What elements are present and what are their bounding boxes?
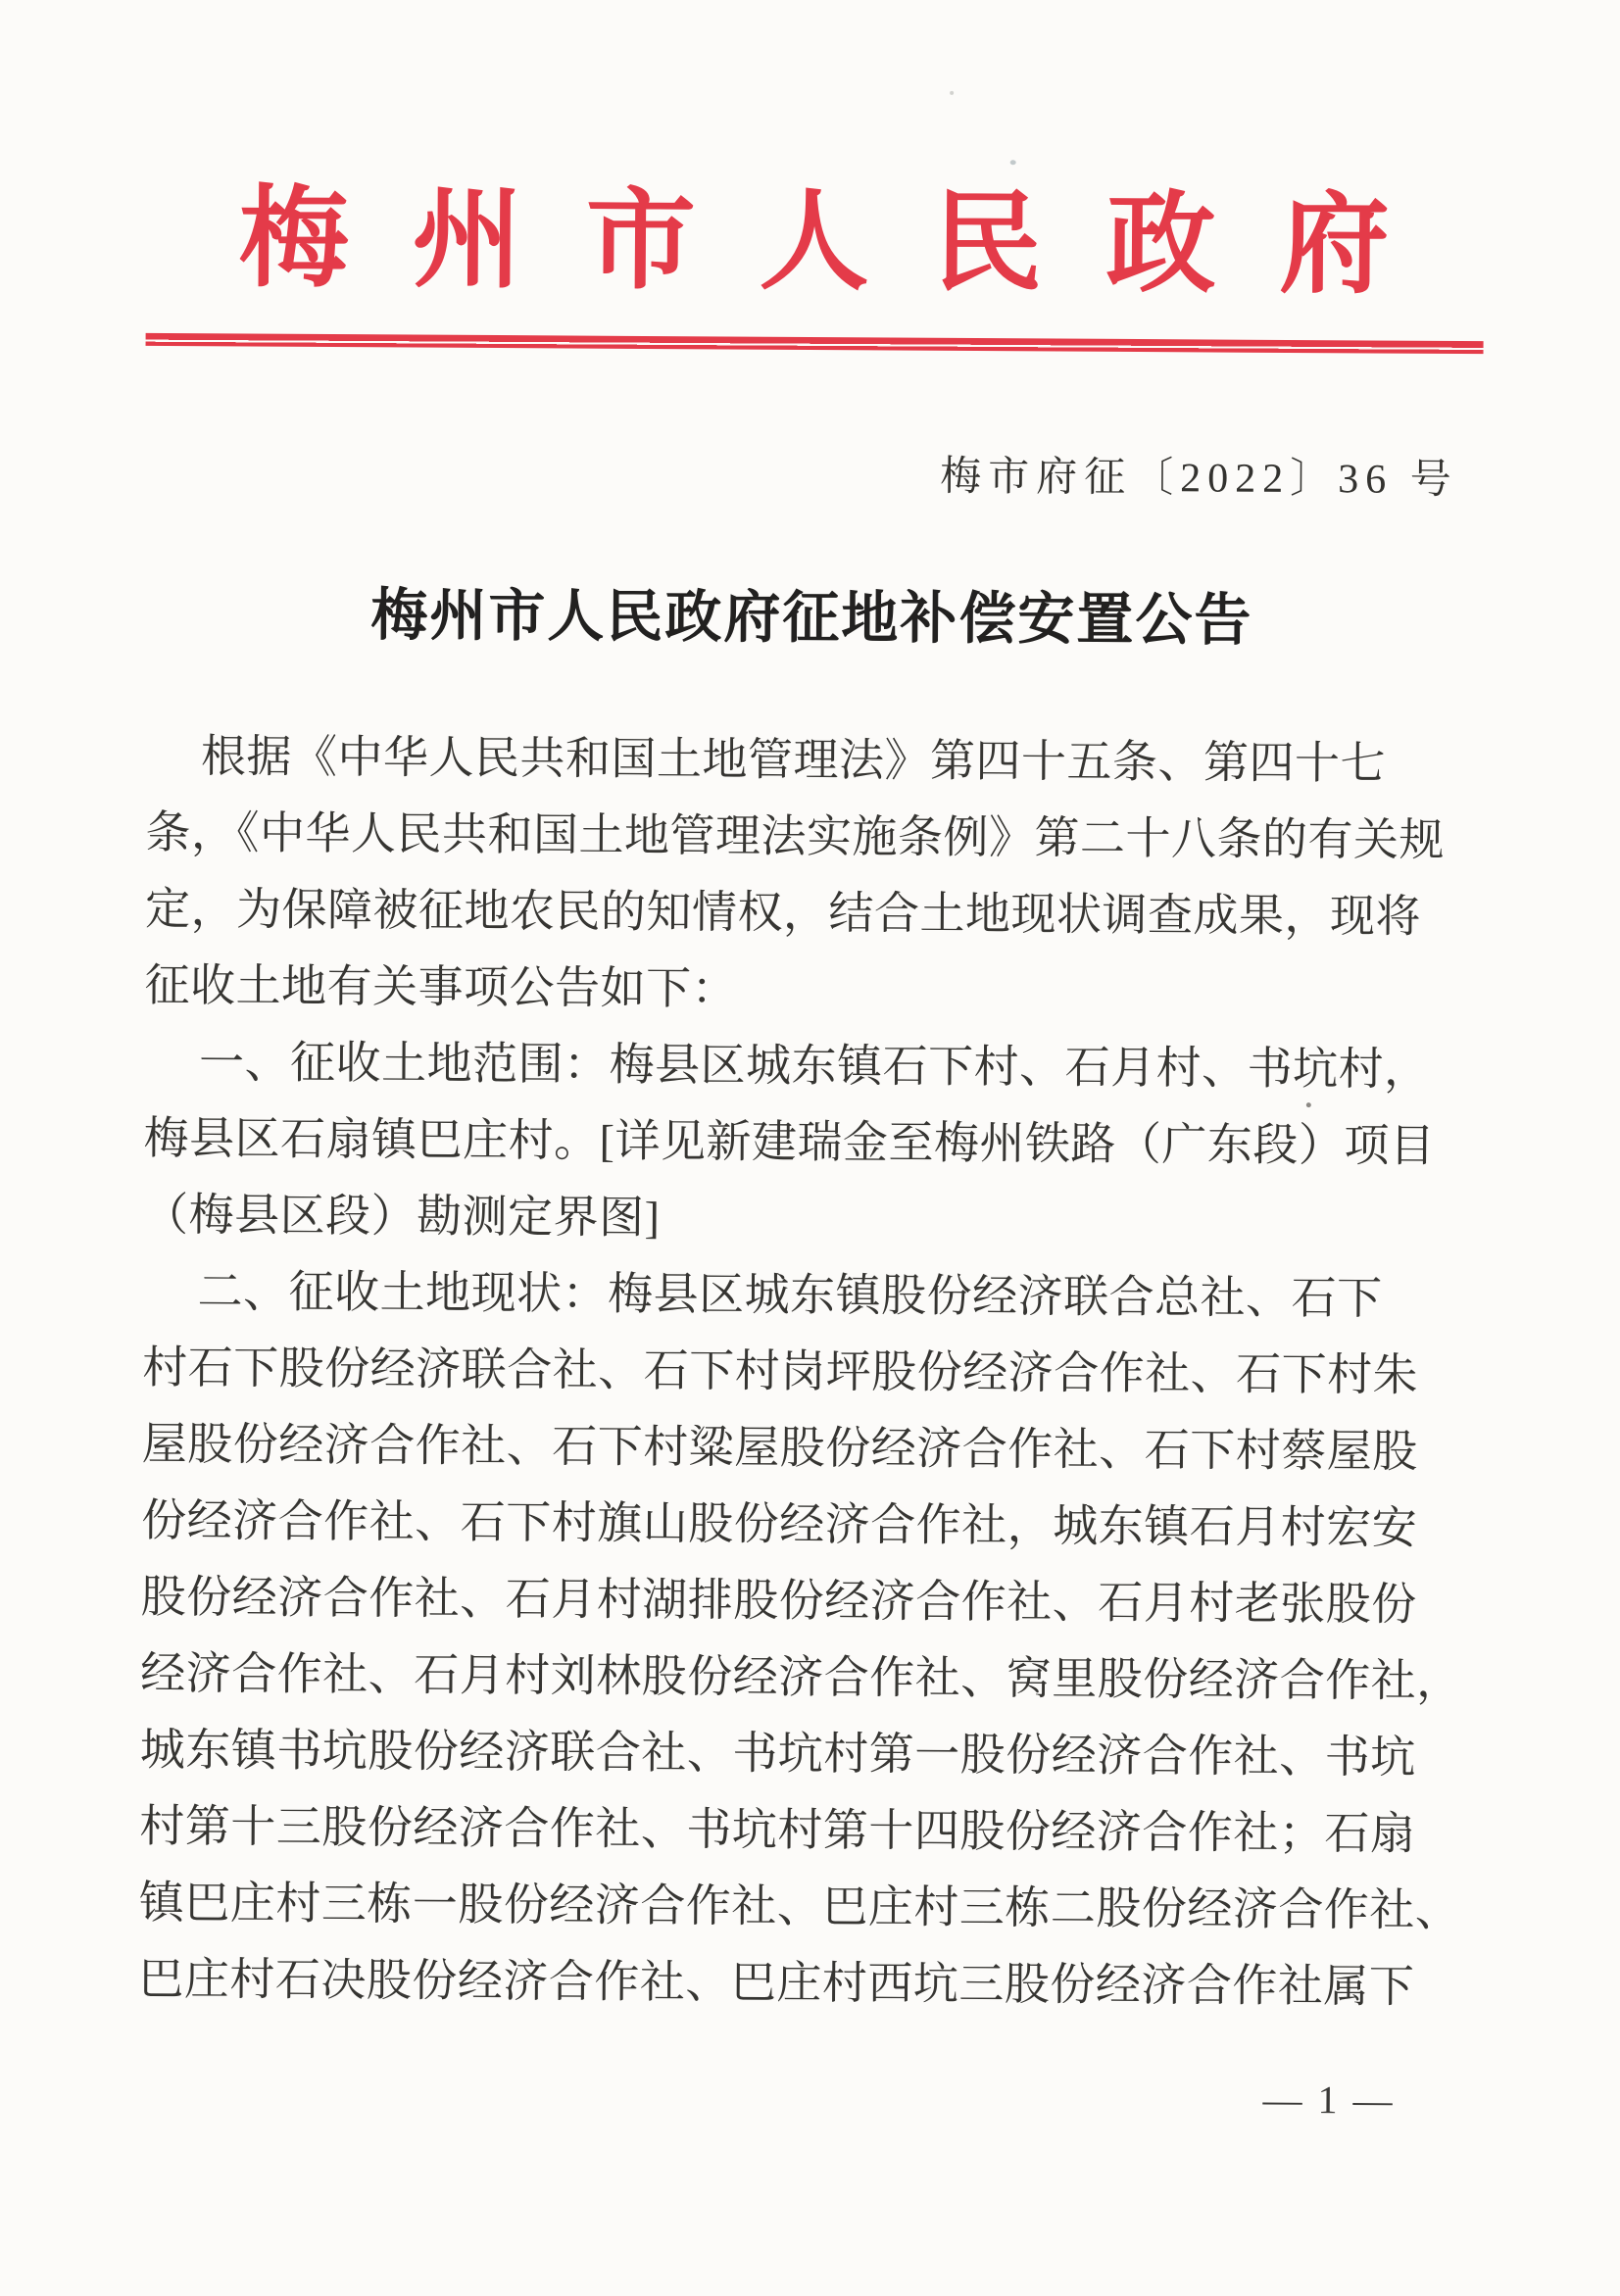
body-line: 份经济合作社、石下村旗山股份经济合作社，城东镇石月村宏安 [141,1494,1418,1553]
body-line: 定，为保障被征地农民的知情权，结合土地现状调查成果，现将 [144,883,1422,942]
government-letterhead-title [4,170,1620,317]
body-line: 梅县区石扇镇巴庄村。[详见新建瑞金至梅州铁路（广东段）项目 [143,1112,1436,1171]
body-line: 根据《中华人民共和国土地管理法》第四十五条、第四十七 [200,731,1387,789]
body-line: 巴庄村石决股份经济合作社、巴庄村西坑三股份经济合作社属下 [138,1953,1415,2012]
body-line: 条，《中华人民共和国土地管理法实施条例》第二十八条的有关规 [145,806,1446,865]
letterhead-divider-line [146,333,1484,354]
body-line: 村第十三股份经济合作社、书坑村第十四股份经济合作社；石扇 [139,1800,1416,1859]
document-reference-number: 梅市府征〔2022〕36 号 [940,454,1458,504]
scan-speckle [1306,1102,1311,1107]
body-line: 一、征收土地范围：梅县区城东镇石下村、石月村、书坑村， [198,1037,1430,1095]
body-line: 二、征收土地现状：梅县区城东镇股份经济联合总社、石下 [197,1266,1383,1324]
body-line: 征收土地有关事项公告如下： [144,959,738,1014]
document-body [138,718,1489,2026]
scan-speckle [950,91,954,95]
body-line: 镇巴庄村三栋一股份经济合作社、巴庄村三栋二股份经济合作社、 [138,1877,1461,1936]
body-line: 股份经济合作社、石月村湖排股份经济合作社、石月村老张股份 [140,1571,1417,1630]
body-line: 屋股份经济合作社、石下村粱屋股份经济合作社、石下村蔡屋股 [141,1418,1418,1477]
page-footer [1262,2076,1395,2124]
body-line: （梅县区段）勘测定界图] [142,1189,661,1244]
body-line: 经济合作社、石月村刘林股份经济合作社、窝里股份经济合作社， [140,1647,1462,1707]
body-line: 城东镇书坑股份经济联合社、书坑村第一股份经济合作社、书坑 [139,1724,1416,1783]
page-number: — 1 — [1262,2076,1396,2123]
scan-speckle [1010,160,1016,165]
government-name-text: 梅州市人民政府 [238,178,1453,308]
document-title: 梅州市人民政府征地补偿安置公告 [370,583,1253,653]
body-line: 村石下股份经济联合社、石下村岗坪股份经济合作社、石下村朱 [142,1342,1419,1400]
